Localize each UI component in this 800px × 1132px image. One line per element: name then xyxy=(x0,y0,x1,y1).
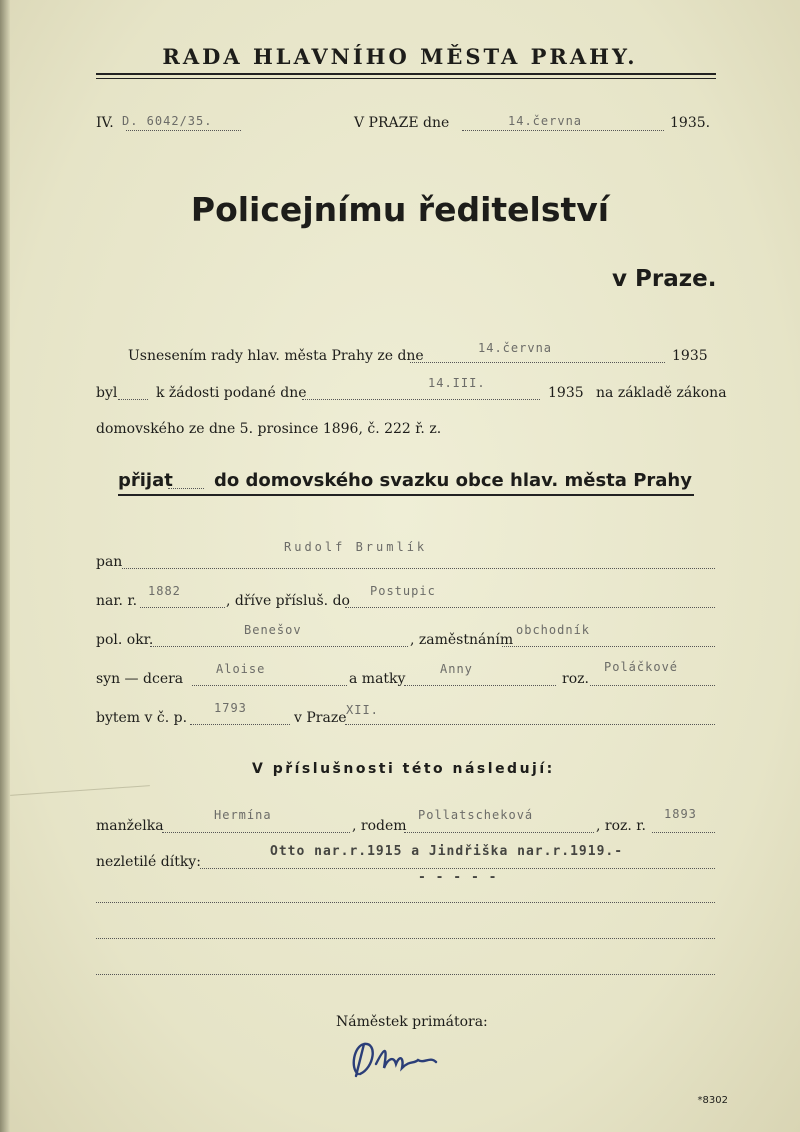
handwritten-signature xyxy=(344,1038,454,1080)
dotted-line xyxy=(410,362,665,363)
prev-place: Postupic xyxy=(370,584,436,598)
signatory-label: Náměstek primátora: xyxy=(336,1014,488,1030)
address-label: bytem v č. p. xyxy=(96,710,188,726)
header-rule-thin xyxy=(96,78,716,79)
dotted-line xyxy=(590,685,715,686)
house-number: 1793 xyxy=(214,701,247,715)
dotted-line xyxy=(96,902,715,903)
mother-maiden-name: Poláčkové xyxy=(604,660,679,674)
occupation-value: obchodník xyxy=(516,623,591,637)
dotted-line xyxy=(192,685,347,686)
issuer-heading: RADA HLAVNÍHO MĚSTA PRAHY. xyxy=(162,44,638,69)
ref-number: D. 6042/35. xyxy=(122,114,213,128)
dotted-line xyxy=(404,832,594,833)
paper-crease xyxy=(10,785,150,796)
law-line: domovského ze dne 5. prosince 1896, č. 222 ř. z. xyxy=(96,421,442,437)
place-label: V PRAZE dne xyxy=(354,115,450,131)
father-name: Aloise xyxy=(216,662,266,676)
district-value: Benešov xyxy=(244,623,302,637)
dotted-line xyxy=(140,607,225,608)
prague-district: XII. xyxy=(346,703,379,717)
request-date: 14.III. xyxy=(428,376,486,390)
born-label: nar. r. xyxy=(96,593,138,609)
dotted-line xyxy=(126,130,241,131)
addressee-title: Policejnímu ředitelství xyxy=(190,190,610,229)
dotted-line xyxy=(122,568,715,569)
children-label: nezletilé dítky: xyxy=(96,854,201,870)
dotted-line xyxy=(462,130,664,131)
ref-year: 1935. xyxy=(670,115,711,131)
dotted-line xyxy=(168,488,204,489)
dotted-line xyxy=(190,724,290,725)
paper-edge xyxy=(0,0,10,1132)
spouse-born-label: , rodem xyxy=(352,818,407,834)
byl-label: byl xyxy=(96,385,118,401)
dotted-line xyxy=(118,399,148,400)
mother-name: Anny xyxy=(440,662,473,676)
law-suffix: na základě zákona xyxy=(596,385,727,401)
spouse-label: manželka xyxy=(96,818,164,834)
dotted-line xyxy=(162,832,350,833)
decision-rest: do domovského svazku obce hlav. města Prahy xyxy=(214,470,692,491)
addressee-city: v Praze. xyxy=(612,266,717,292)
born-year: 1882 xyxy=(148,584,181,598)
resolution-year: 1935 xyxy=(672,348,708,364)
dotted-line xyxy=(502,646,715,647)
spouse-name: Hermína xyxy=(214,808,272,822)
form-number: *8302 xyxy=(697,1095,728,1106)
occupation-label: , zaměstnáním xyxy=(410,632,514,648)
dotted-line xyxy=(404,685,556,686)
following-heading: V příslušnosti této následují: xyxy=(252,761,555,777)
district-label: pol. okr. xyxy=(96,632,154,648)
ref-date: 14.června xyxy=(508,114,583,128)
dotted-line xyxy=(652,832,715,833)
dotted-line xyxy=(302,399,540,400)
dotted-line xyxy=(96,974,715,975)
prev-label: , dříve přísluš. do xyxy=(226,593,350,609)
spouse-year: 1893 xyxy=(664,807,697,821)
spouse-year-label: , roz. r. xyxy=(596,818,646,834)
dotted-line xyxy=(345,607,715,608)
children-dashes: - - - - - xyxy=(418,870,498,885)
dotted-line xyxy=(150,646,408,647)
dotted-line xyxy=(200,868,715,869)
son-label: syn — dcera xyxy=(96,671,184,687)
person-name: Rudolf Brumlík xyxy=(284,540,428,554)
pan-label: pan xyxy=(96,554,123,570)
decision-word: přijat xyxy=(118,470,173,491)
resolution-date: 14.června xyxy=(478,341,553,355)
request-label: k žádosti podané dne xyxy=(156,385,307,401)
header-rule-thick xyxy=(96,73,716,75)
ref-prefix: IV. xyxy=(96,115,114,131)
dotted-line xyxy=(96,938,715,939)
in-prague-label: v Praze xyxy=(294,710,347,726)
children-value: Otto nar.r.1915 a Jindřiška nar.r.1919.- xyxy=(270,844,624,859)
maiden-label: roz. xyxy=(562,671,589,687)
spouse-born-name: Pollatscheková xyxy=(418,808,534,822)
request-year: 1935 xyxy=(548,385,584,401)
resolution-prefix: Usnesením rady hlav. města Prahy ze dne xyxy=(128,348,424,364)
decision-underline xyxy=(118,494,694,496)
dotted-line xyxy=(345,724,715,725)
mother-label: a matky xyxy=(349,671,406,687)
